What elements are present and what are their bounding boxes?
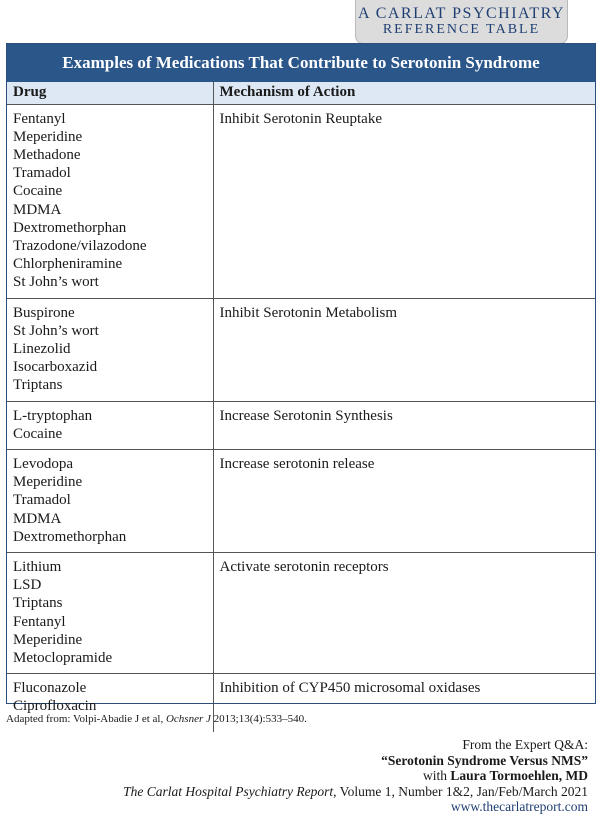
table-row: [7, 449, 595, 552]
drug-name: Tramadol: [13, 165, 71, 182]
footer-author-line: [123, 768, 588, 784]
drug-name: St John’s wort: [13, 274, 99, 291]
drug-name: Triptans: [13, 377, 63, 394]
drug-name: St John’s wort: [13, 322, 99, 339]
drug-name: Cocaine: [13, 183, 63, 200]
tab-line-1: A CARLAT PSYCHIATRY: [358, 5, 565, 22]
header-drug: Drug: [7, 82, 213, 104]
tab-line-2: REFERENCE TABLE: [382, 22, 541, 37]
table-row: [7, 298, 595, 401]
table-row: [7, 104, 595, 298]
footer-author: Laura Tormoehlen, MD: [450, 768, 588, 784]
mechanism-cell: Increase serotonin release: [213, 449, 595, 552]
drug-name: Tramadol: [13, 492, 71, 509]
header-row: [7, 82, 595, 104]
drug-name: MDMA: [13, 201, 62, 218]
drug-name: Ciprofloxacin: [13, 698, 97, 715]
footer-issue: , Volume 1, Number 1&2, Jan/Feb/March 2021: [333, 783, 588, 799]
mechanism-cell: Activate serotonin receptors: [213, 552, 595, 673]
drug-name: Fluconazole: [13, 680, 87, 697]
table-row: [7, 552, 595, 673]
drug-name: Dextromethorphan: [13, 219, 127, 236]
header-mechanism: Mechanism of Action: [213, 82, 595, 104]
medication-grid: [7, 82, 595, 732]
drug-cell: [7, 552, 213, 673]
drug-name: L-tryptophan: [13, 407, 93, 424]
drug-name: Levodopa: [13, 455, 73, 472]
mechanism-cell: Increase Serotonin Synthesis: [213, 401, 595, 449]
drug-name: Cocaine: [13, 425, 63, 442]
drug-name: Meperidine: [13, 128, 83, 145]
drug-name: Metoclopramide: [13, 649, 113, 666]
drug-name: Buspirone: [13, 304, 75, 321]
drug-name: Isocarboxazid: [13, 359, 98, 376]
table-body: [7, 104, 595, 732]
drug-name: Fentanyl: [13, 110, 66, 127]
mechanism-cell: Inhibit Serotonin Metabolism: [213, 298, 595, 401]
citation-suffix: 2013;13(4):533–540.: [210, 713, 307, 725]
drug-name: Fentanyl: [13, 613, 66, 630]
drug-name: MDMA: [13, 510, 62, 527]
drug-name: Meperidine: [13, 474, 83, 491]
footer-with: with: [422, 768, 451, 784]
citation: [6, 713, 307, 725]
footer-article-title: “Serotonin Syndrome Versus NMS”: [381, 752, 588, 768]
footer-journal-line: [123, 784, 588, 800]
drug-cell: [7, 401, 213, 449]
table-row: [7, 401, 595, 449]
drug-name: Lithium: [13, 558, 62, 575]
drug-name: Linezolid: [13, 340, 71, 357]
drug-name: Dextromethorphan: [13, 528, 127, 545]
drug-cell: [7, 104, 213, 298]
drug-cell: [7, 298, 213, 401]
footer-url[interactable]: www.thecarlatreport.com: [450, 799, 588, 815]
drug-cell: [7, 449, 213, 552]
medication-table: [6, 43, 596, 715]
mechanism-cell: Inhibit Serotonin Reuptake: [213, 104, 595, 298]
drug-name: Triptans: [13, 595, 63, 612]
table-title: Examples of Medications That Contribute to Serotonin Syndrome: [7, 44, 595, 82]
reference-table-tab: [355, 0, 568, 44]
drug-name: Meperidine: [13, 631, 83, 648]
footer-journal: The Carlat Hospital Psychiatry Report: [123, 783, 334, 799]
drug-name: Methadone: [13, 146, 81, 163]
footer-line-1: From the Expert Q&A:: [462, 737, 588, 752]
citation-prefix: Adapted from: Volpi-Abadie J et al,: [6, 713, 166, 725]
mechanism-cell: Inhibition of CYP450 microsomal oxidases: [219, 680, 481, 697]
source-footer: [123, 737, 588, 815]
drug-name: Trazodone/vilazodone: [13, 237, 147, 254]
drug-name: Chlorpheniramine: [13, 256, 123, 273]
citation-journal: Ochsner J: [165, 713, 211, 725]
drug-name: LSD: [13, 577, 42, 594]
